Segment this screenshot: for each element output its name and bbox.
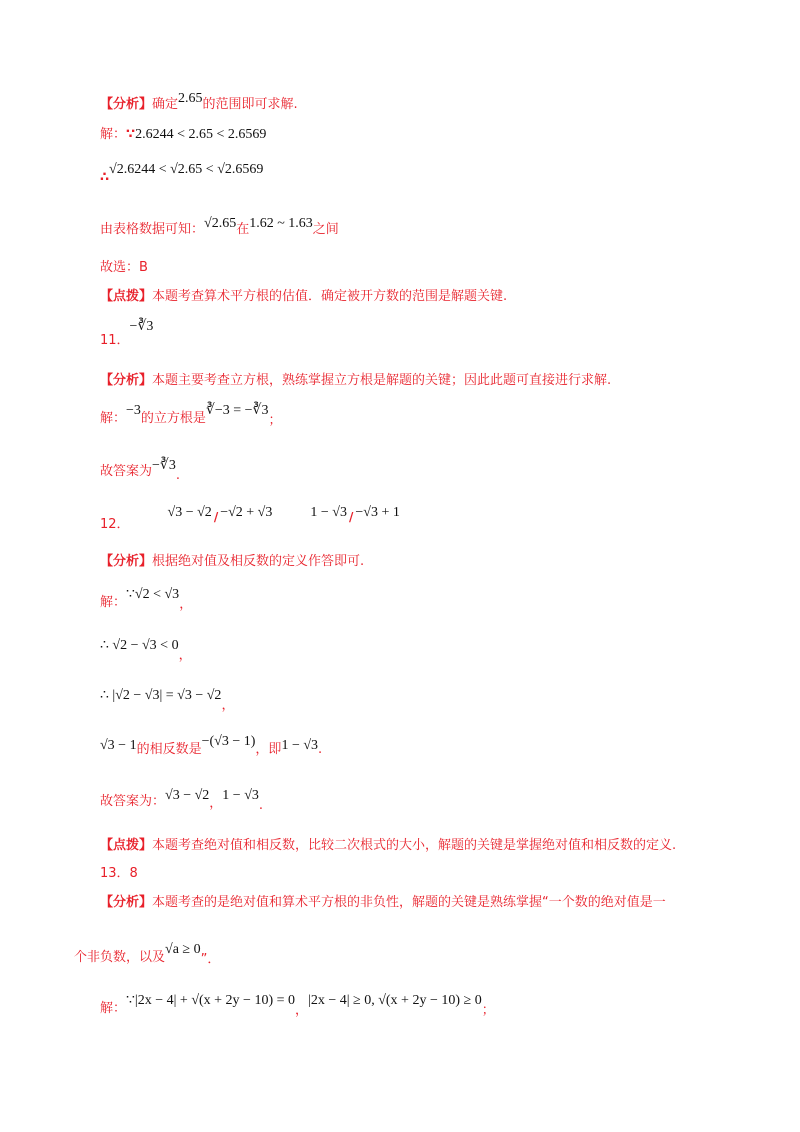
q10-hint — [100, 287, 507, 307]
step1-expr: ∵√2 < √3 — [126, 587, 180, 602]
q11-final — [100, 456, 180, 483]
step4-expr-2: −(√3 − 1) — [201, 734, 256, 749]
q10-solution-line1 — [100, 125, 266, 145]
step3-expr: ∴ |√2 − √3| = √3 − √2 — [100, 688, 222, 703]
final-expr-1: √3 − √2 — [165, 788, 210, 803]
analysis-tag: 【分析】 — [100, 97, 153, 112]
inequality-2: √2.6244 < √2.65 < √2.6569 — [109, 162, 264, 177]
solution-sep: ， — [295, 1003, 309, 1018]
q13-analysis-line1 — [100, 893, 666, 913]
q13-analysis-line2 — [74, 940, 221, 967]
q11-answer: −∛3 — [129, 319, 154, 334]
solution-expr-1: ∵|2x − 4| + √(x + 2y − 10) = 0 — [126, 993, 296, 1008]
solution-mid: 的立方根是 — [140, 411, 206, 426]
solution-end: ； — [481, 1003, 495, 1018]
step4-text-b: ，即 — [255, 742, 282, 757]
question-number: 12． — [100, 517, 130, 532]
table-range: 1.62 ~ 1.63 — [249, 216, 313, 231]
table-text-b: 在 — [236, 222, 250, 237]
q11-analysis — [100, 371, 611, 391]
step2-end: ， — [178, 648, 192, 663]
hint-text: 本题考查算术平方根的估值．确定被开方数的范围是解题关键. — [152, 289, 508, 304]
q11-solution — [100, 401, 282, 428]
solution-prefix: 解： — [100, 1001, 127, 1016]
hint-tag: 【点拨】 — [100, 838, 153, 853]
analysis-text-a: 确定 — [152, 97, 179, 112]
analysis-text: 根据绝对值及相反数的定义作答即可. — [152, 554, 365, 569]
q12-hint — [100, 836, 676, 856]
q12-header — [100, 502, 400, 532]
q12-answer-1: √3 − √2 — [167, 505, 212, 520]
q10-solution-line2 — [100, 160, 264, 185]
analysis-text-b: 的范围即可求解. — [202, 97, 298, 112]
table-text-a: 由表格数据可知： — [100, 222, 205, 237]
analysis-tag: 【分析】 — [100, 895, 153, 910]
final-expr: −∛3 — [152, 458, 176, 473]
q12-step1 — [100, 585, 193, 612]
table-text-c: 之间 — [312, 222, 339, 237]
analysis-end: ”． — [200, 952, 221, 967]
solution-end: ； — [268, 413, 282, 428]
analysis-tag: 【分析】 — [100, 554, 153, 569]
analysis-text-2: 个非负数，以及 — [74, 950, 166, 965]
q12-answer-3: 1 − √3 — [310, 505, 347, 520]
step2-expr: ∴ √2 − √3 < 0 — [100, 638, 179, 653]
step4-end: . — [318, 742, 323, 757]
q12-final — [100, 786, 264, 813]
question-number: 11． — [100, 333, 130, 348]
analysis-text: 本题主要考查立方根，熟练掌握立方根是解题的关键；因此此题可直接进行求解. — [152, 373, 612, 388]
step4-expr-1: √3 − 1 — [100, 738, 137, 753]
q12-answer-4: −√3 + 1 — [355, 505, 400, 520]
analysis-text-1: 本题考查的是绝对值和算术平方根的非负性，解题的关键是熟练掌握“一个数的绝对值是一 — [152, 895, 666, 910]
inequality-1: 2.6244 < 2.65 < 2.6569 — [135, 127, 267, 142]
hint-tag: 【点拨】 — [100, 289, 153, 304]
q12-step3 — [100, 686, 235, 713]
alt-slash-2: / — [348, 510, 354, 524]
solution-prefix: 解： — [100, 595, 127, 610]
final-sep: ， — [209, 796, 223, 811]
because-symbol: ∵ — [126, 127, 136, 142]
q10-choice: 故选：B — [100, 260, 148, 275]
q11-header — [100, 317, 154, 348]
final-text: 故答案为： — [100, 794, 166, 809]
alt-slash-1: / — [213, 510, 219, 524]
hint-text: 本题考查绝对值和相反数，比较二次根式的大小，解题的关键是掌握绝对值和相反数的定义. — [152, 838, 677, 853]
q13-solution — [100, 991, 495, 1018]
solution-expr-2: |2x − 4| ≥ 0, √(x + 2y − 10) ≥ 0 — [308, 993, 482, 1008]
q12-step2 — [100, 636, 192, 663]
solution-prefix: 解： — [100, 411, 127, 426]
solution-expr-2: ∛−3 = −∛3 — [205, 403, 269, 418]
step3-end: ， — [221, 698, 235, 713]
step4-text-a: 的相反数是 — [136, 742, 202, 757]
q13-header: 13．8 — [100, 866, 138, 881]
analysis-expr: √a ≥ 0 — [165, 942, 201, 957]
q10-analysis — [100, 91, 298, 115]
analysis-tag: 【分析】 — [100, 373, 153, 388]
analysis-expr: 2.65 — [178, 91, 203, 106]
q10-table-conclusion — [100, 214, 339, 237]
final-expr-2: 1 − √3 — [222, 788, 259, 803]
q12-answer-2: −√2 + √3 — [220, 505, 273, 520]
final-end: . — [175, 468, 180, 483]
step4-expr-3: 1 − √3 — [281, 738, 319, 753]
final-text: 故答案为 — [100, 464, 153, 479]
solution-expr-1: −3 — [126, 403, 141, 418]
final-end: . — [258, 798, 264, 813]
step1-end: ， — [179, 597, 193, 612]
table-expr: √2.65 — [204, 216, 237, 231]
q12-analysis — [100, 552, 364, 572]
solution-prefix: 解： — [100, 127, 127, 142]
q12-step4 — [100, 736, 322, 756]
therefore-symbol: ∴ — [100, 170, 110, 185]
